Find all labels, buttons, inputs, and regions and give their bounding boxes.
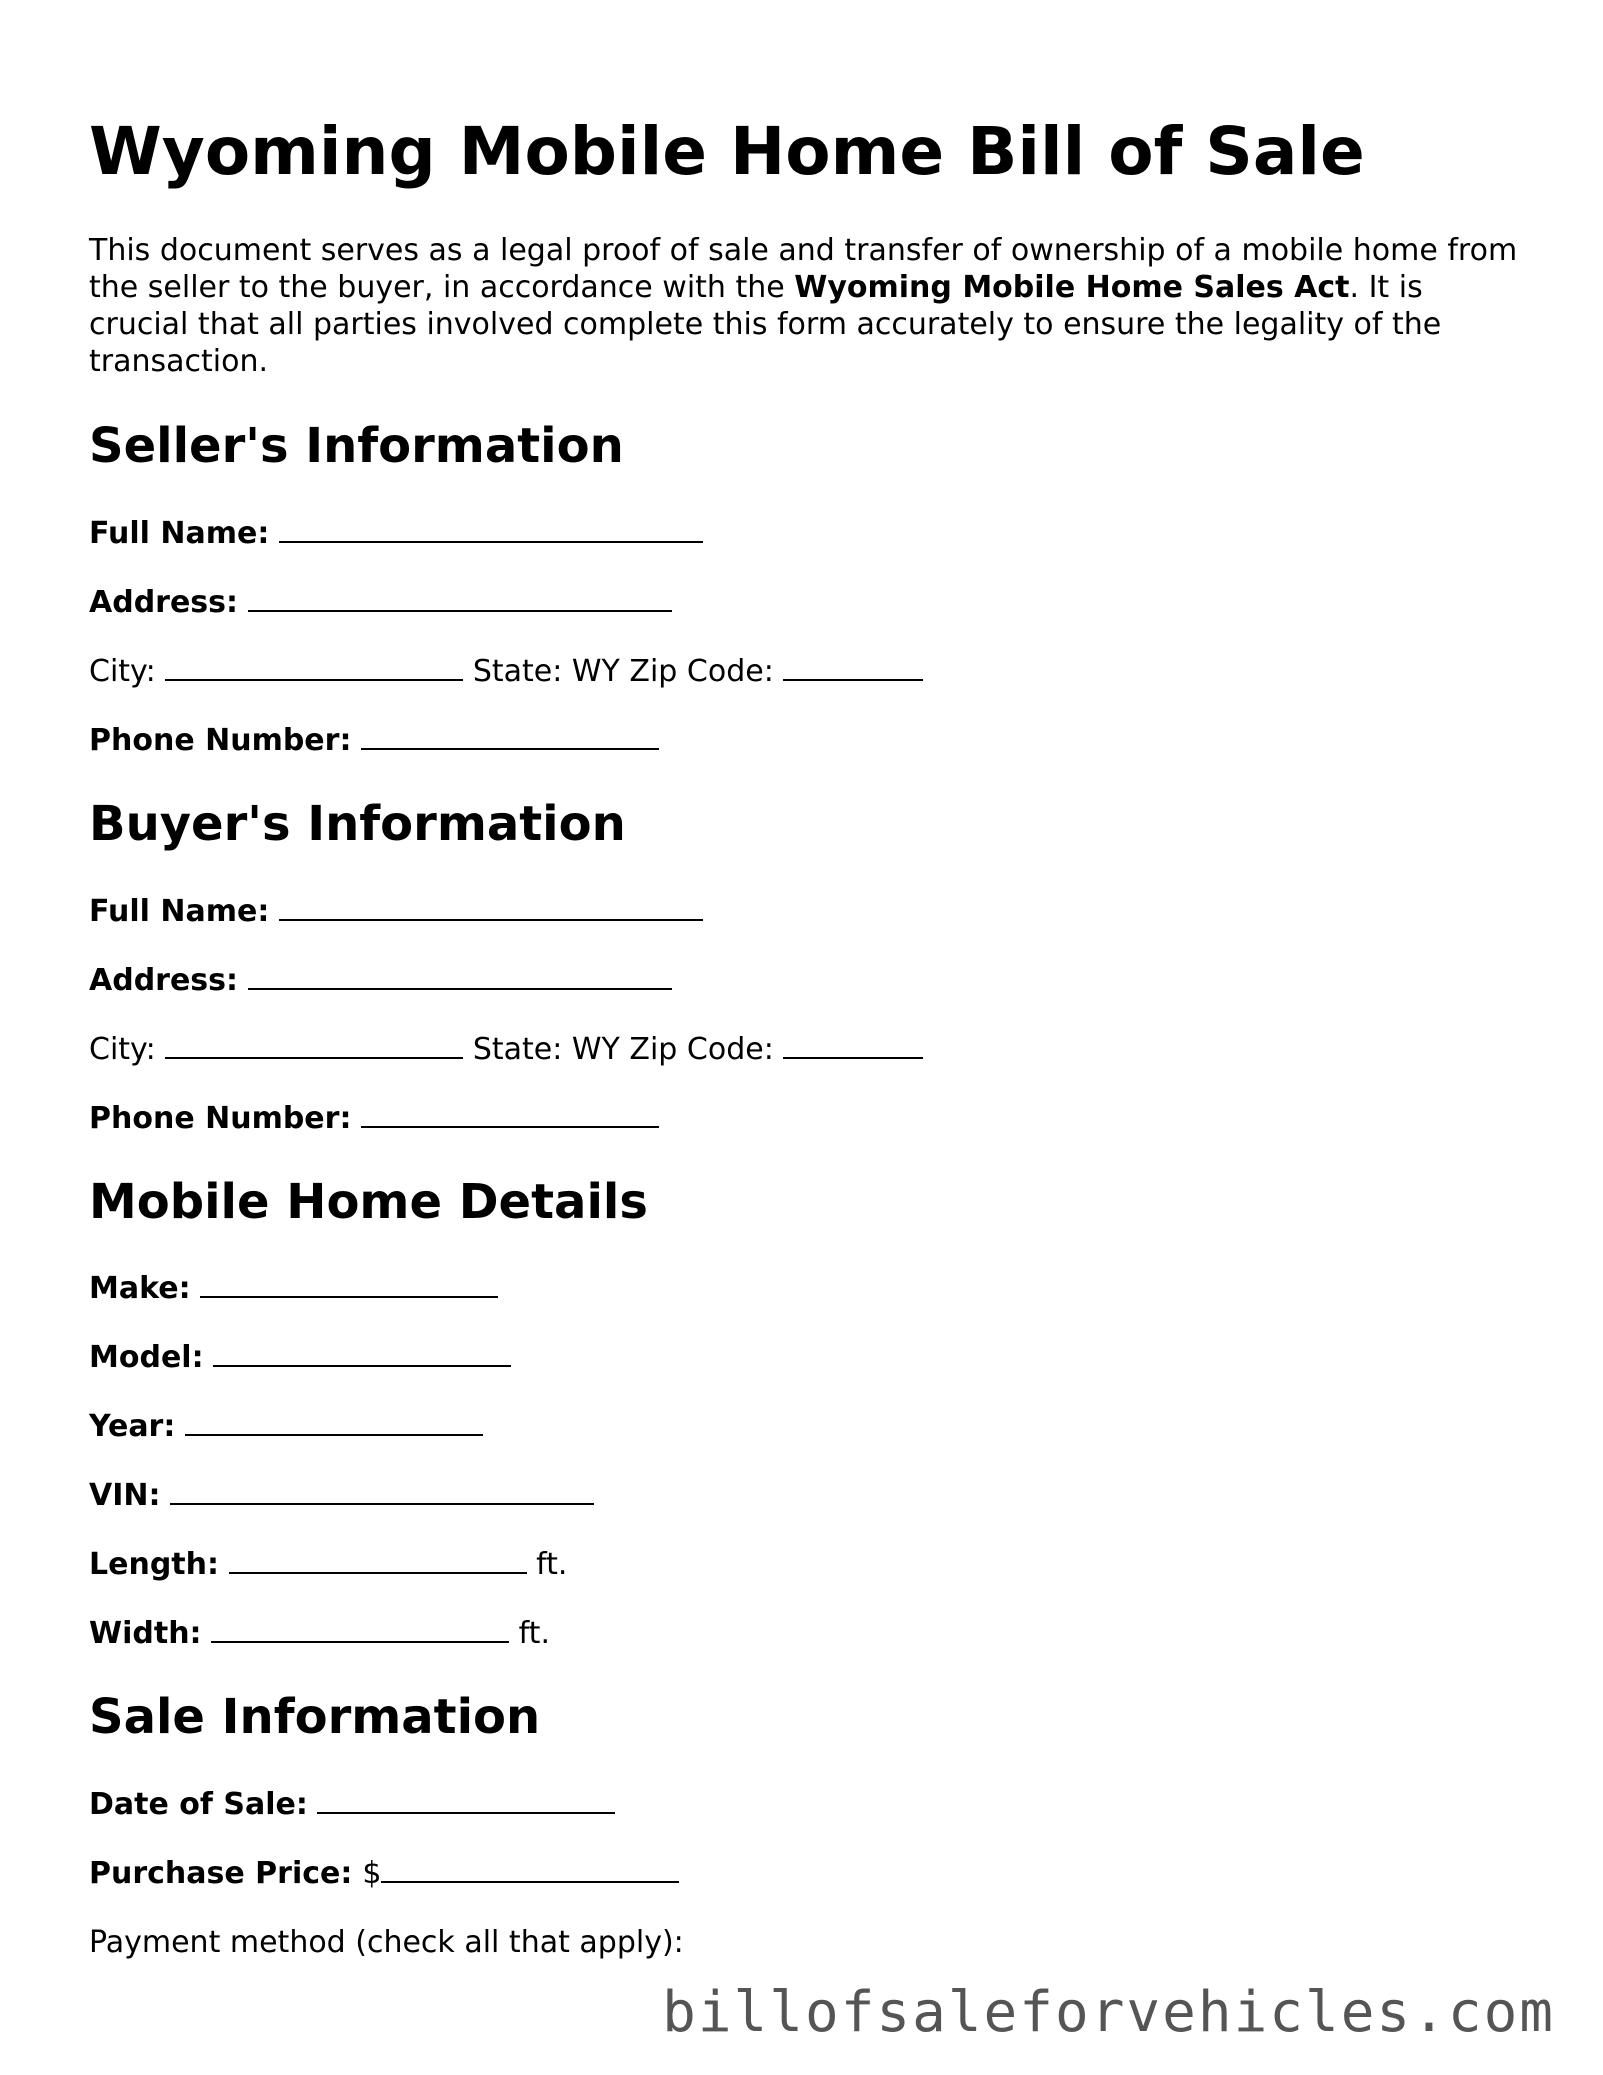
buyer-city-row — [89, 1031, 923, 1069]
length-unit: ft. — [536, 1547, 568, 1582]
payment-method-label: Payment method (check all that apply): — [89, 1925, 684, 1960]
buyer-city-label: City: — [89, 1032, 156, 1067]
buyer-heading: Buyer's Information — [89, 796, 626, 852]
sale-heading: Sale Information — [89, 1689, 541, 1745]
page-title: Wyoming Mobile Home Bill of Sale — [89, 113, 1365, 190]
seller-full-name-row — [89, 515, 703, 553]
seller-phone-field[interactable] — [361, 722, 659, 750]
buyer-phone-label: Phone Number: — [89, 1101, 352, 1136]
width-label: Width: — [89, 1616, 202, 1651]
model-label: Model: — [89, 1340, 204, 1375]
purchase-price-row — [89, 1855, 679, 1893]
vin-field[interactable] — [170, 1477, 594, 1505]
seller-full-name-label: Full Name: — [89, 516, 270, 551]
buyer-address-label: Address: — [89, 963, 239, 998]
seller-full-name-field[interactable] — [279, 515, 703, 543]
intro-paragraph — [89, 232, 1519, 380]
buyer-full-name-row — [89, 893, 703, 931]
seller-phone-label: Phone Number: — [89, 723, 352, 758]
vin-row — [89, 1477, 594, 1515]
intro-text-before: This document serves as a legal proof of sale and transfer of ownership of a mobile home from the seller to the buyer, in accordance with the — [89, 233, 1518, 305]
buyer-state-label: State: WY — [472, 1032, 620, 1067]
year-row — [89, 1408, 483, 1446]
length-label: Length: — [89, 1547, 219, 1582]
width-field[interactable] — [211, 1615, 509, 1643]
year-field[interactable] — [185, 1408, 483, 1436]
seller-zip-field[interactable] — [783, 653, 923, 681]
model-row — [89, 1339, 511, 1377]
seller-address-label: Address: — [89, 585, 239, 620]
seller-address-field[interactable] — [248, 584, 672, 612]
buyer-full-name-label: Full Name: — [89, 894, 270, 929]
date-of-sale-label: Date of Sale: — [89, 1787, 308, 1822]
date-of-sale-row — [89, 1786, 615, 1824]
home-details-heading: Mobile Home Details — [89, 1174, 648, 1230]
buyer-city-field[interactable] — [165, 1031, 463, 1059]
buyer-address-field[interactable] — [248, 962, 672, 990]
buyer-phone-row — [89, 1100, 659, 1138]
length-field[interactable] — [229, 1546, 527, 1574]
width-row — [89, 1615, 550, 1653]
buyer-phone-field[interactable] — [361, 1100, 659, 1128]
purchase-price-field[interactable] — [381, 1855, 679, 1883]
seller-city-row — [89, 653, 923, 691]
seller-phone-row — [89, 722, 659, 760]
seller-city-label: City: — [89, 654, 156, 689]
payment-method-row — [89, 1924, 684, 1962]
currency-symbol: $ — [362, 1856, 382, 1891]
buyer-zip-field[interactable] — [783, 1031, 923, 1059]
intro-text-after: . It is crucial that all parties involved complete this form accurately to ensure the legality of the transaction. — [89, 270, 1442, 379]
length-row — [89, 1546, 567, 1584]
buyer-full-name-field[interactable] — [279, 893, 703, 921]
watermark: billofsaleforvehicles.com — [662, 1980, 1555, 2045]
make-field[interactable] — [200, 1270, 498, 1298]
purchase-price-label: Purchase Price: — [89, 1856, 353, 1891]
seller-zip-label: Zip Code: — [629, 654, 774, 689]
seller-heading: Seller's Information — [89, 418, 624, 474]
vin-label: VIN: — [89, 1478, 161, 1513]
seller-city-field[interactable] — [165, 653, 463, 681]
seller-address-row — [89, 584, 672, 622]
date-of-sale-field[interactable] — [317, 1786, 615, 1814]
seller-state-label: State: WY — [472, 654, 620, 689]
intro-act-name: Wyoming Mobile Home Sales Act — [794, 270, 1350, 305]
buyer-address-row — [89, 962, 672, 1000]
year-label: Year: — [89, 1409, 176, 1444]
buyer-zip-label: Zip Code: — [629, 1032, 774, 1067]
model-field[interactable] — [213, 1339, 511, 1367]
make-label: Make: — [89, 1271, 191, 1306]
make-row — [89, 1270, 498, 1308]
width-unit: ft. — [518, 1616, 550, 1651]
